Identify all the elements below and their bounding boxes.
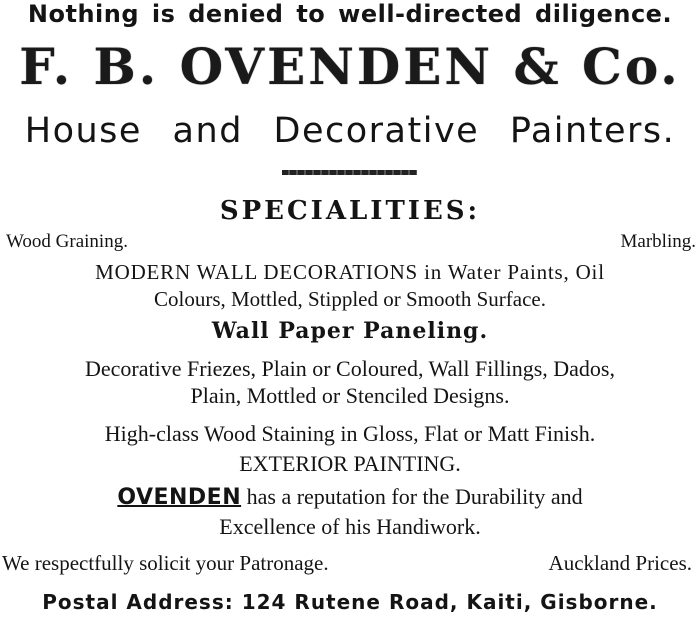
wood-staining-line: High-class Wood Staining in Gloss, Flat or Matt Finish.	[104, 421, 596, 446]
designs-line: Plain, Mottled or Stenciled Designs.	[190, 383, 510, 408]
motto: Nothing is denied to well-directed diligence.	[27, 0, 673, 28]
firm-name: F. B. OVENDEN & Co.	[19, 37, 681, 96]
specialities-heading: SPECIALITIES:	[219, 196, 481, 226]
wall-paper-paneling: Wall Paper Paneling.	[211, 318, 489, 344]
exterior-painting-line: EXTERIOR PAINTING.	[239, 451, 461, 476]
postal-address: Postal Address: 124 Rutene Road, Kaiti, Gisborne.	[42, 590, 658, 614]
decorative-friezes-line: Decorative Friezes, Plain or Coloured, Wall Fillings, Dados,	[84, 356, 615, 381]
reputation-line	[0, 486, 700, 509]
prices-line: Auckland Prices.	[548, 551, 692, 575]
decorative-rule	[282, 170, 417, 175]
colours-finish-line: Colours, Mottled, Stippled or Smooth Surface.	[154, 287, 546, 311]
trade-description: House and Decorative Painters.	[24, 111, 676, 151]
reputation-text: has a reputation for the Durability and	[241, 484, 583, 509]
wood-graining-item: Wood Graining.	[6, 231, 128, 252]
marbling-item: Marbling.	[620, 231, 696, 252]
reputation-name: OVENDEN	[117, 485, 242, 510]
patronage-line: We respectfully solicit your Patronage.	[2, 551, 329, 575]
wall-decorations-line: MODERN WALL DECORATIONS in Water Paints, Oil	[95, 260, 605, 284]
excellence-line: Excellence of his Handiwork.	[219, 514, 481, 539]
